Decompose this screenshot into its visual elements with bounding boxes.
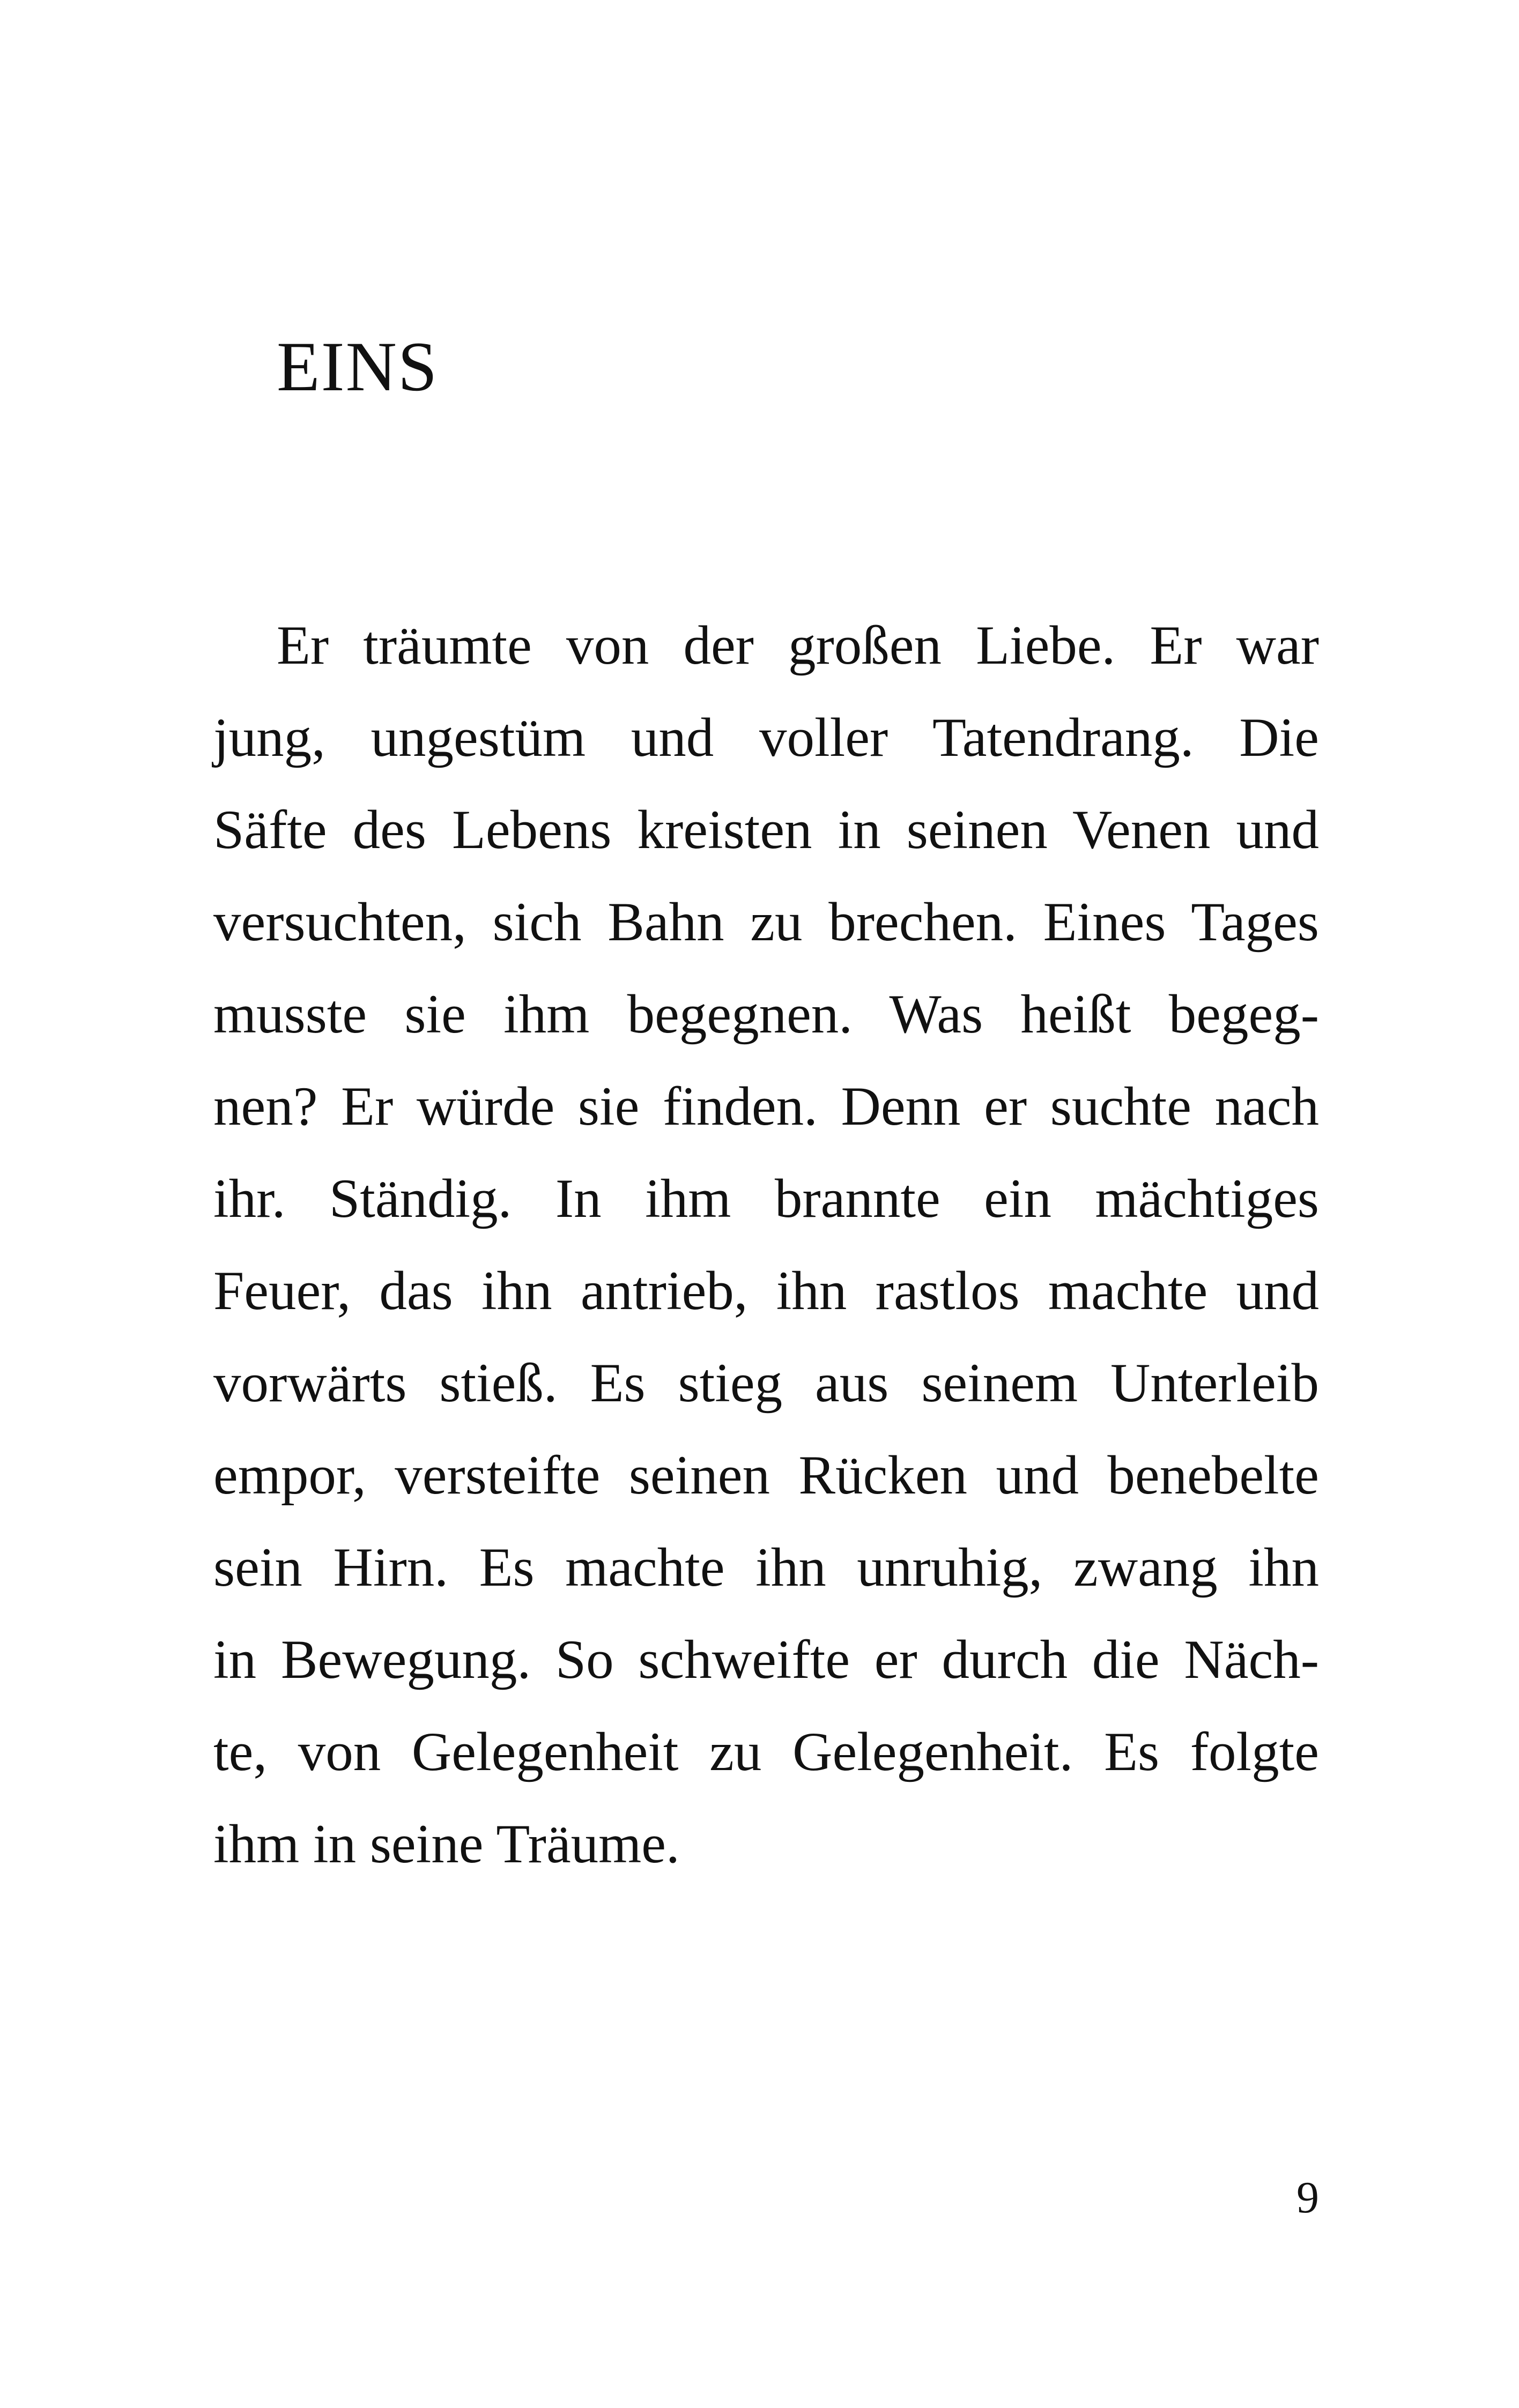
- paragraph-line: Er träumte von der großen Liebe. Er war: [277, 615, 1319, 676]
- paragraph-line: te, von Gelegenheit zu Gelegenheit. Es folgte: [213, 1721, 1319, 1782]
- paragraph-line: sein Hirn. Es machte ihn unruhig, zwang ihn: [213, 1537, 1319, 1598]
- paragraph-line: nen? Er würde sie finden. Denn er suchte nach: [213, 1076, 1319, 1137]
- paragraph-line: ihm in seine Träume.: [213, 1814, 680, 1875]
- chapter-paragraph: [213, 599, 1319, 1890]
- paragraph-line: Säfte des Lebens kreisten in seinen Venen und: [213, 799, 1319, 860]
- paragraph-line: versuchten, sich Bahn zu brechen. Eines Tages: [213, 891, 1319, 953]
- page-number: 9: [1296, 2173, 1319, 2223]
- paragraph-line: in Bewegung. So schweifte er durch die Näch-: [213, 1629, 1319, 1690]
- paragraph-line: empor, versteifte seinen Rücken und benebelte: [213, 1445, 1319, 1506]
- paragraph-line: jung, ungestüm und voller Tatendrang. Die: [213, 707, 1319, 768]
- paragraph-line: Feuer, das ihn antrieb, ihn rastlos machte und: [213, 1260, 1319, 1321]
- chapter-title: EINS: [277, 327, 439, 406]
- paragraph-line: vorwärts stieß. Es stieg aus seinem Unterleib: [213, 1352, 1319, 1414]
- paragraph-line: ihr. Ständig. In ihm brannte ein mächtiges: [213, 1168, 1319, 1229]
- paragraph-line: musste sie ihm begegnen. Was heißt begeg-: [213, 984, 1319, 1045]
